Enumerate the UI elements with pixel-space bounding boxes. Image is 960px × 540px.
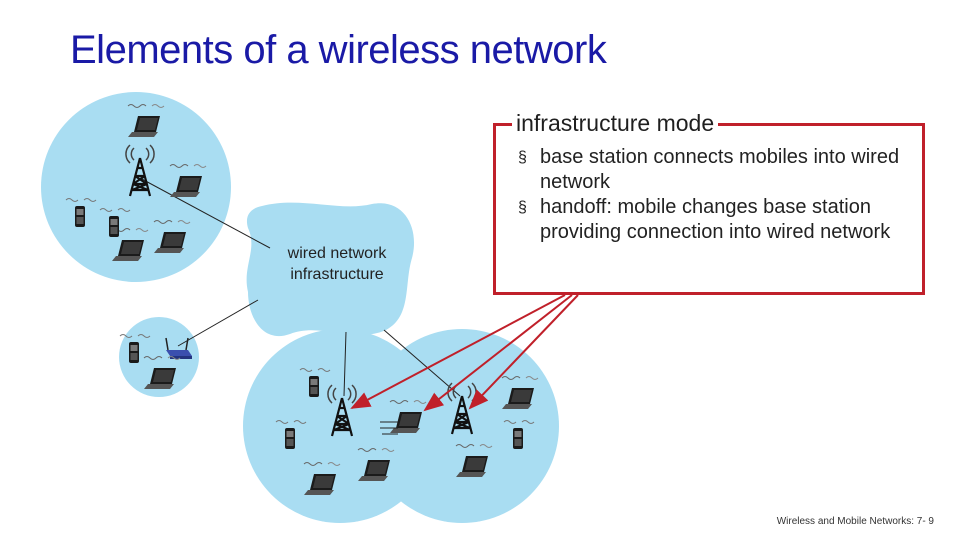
wired-network-label: wired network infrastructure: [287, 245, 387, 283]
bullet-marker: §: [518, 199, 527, 216]
bullet-marker: §: [518, 149, 527, 166]
slide-footer: Wireless and Mobile Networks: 7- 9: [776, 516, 934, 527]
infrastructure-mode-bullets: [518, 145, 918, 245]
bullet-item: § handoff: mobile changes base station providing connection into wired network: [518, 196, 891, 243]
infrastructure-mode-label: infrastructure mode: [512, 110, 718, 137]
slide-title: Elements of a wireless network: [70, 28, 607, 72]
bullet-item: § base station connects mobiles into wired network: [518, 146, 900, 193]
wireless-cell-bottom-right: [365, 329, 559, 523]
